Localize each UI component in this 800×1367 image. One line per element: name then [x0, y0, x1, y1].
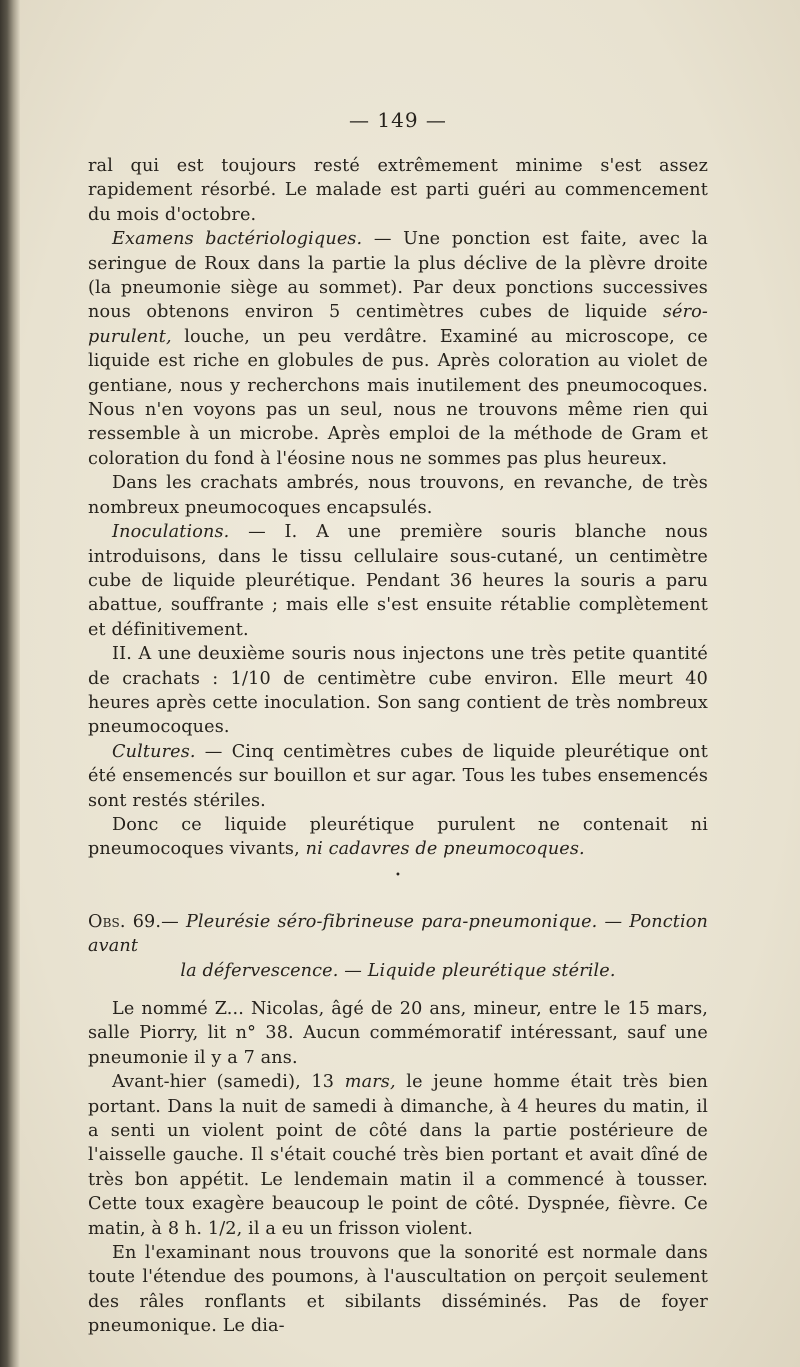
paragraph-2: Examens bactériologiques. — Une ponction est faite, avec la seringue de Roux dans la partie la plus déclive de la plèvre droite (la pneumonie siège au sommet). Par deux ponctions successives nous obtenons environ 5 centimètres cubes de liquide séro-purulent, louche, un peu verdâtre. Examiné au microscope, ce liquide est riche en globules de pus. Après coloration au violet de gentiane, nous y recherchons mais inutilement des pneumocoques. Nous n'en voyons pas un seul, nous ne trouvons même rien qui ressemble à un microbe. Après emploi de la méthode de Gram et coloration du fond à l'éosine nous ne sommes pas plus heureux. [88, 229, 708, 469]
paragraph-7: Donc ce liquide pleurétique purulent ne contenait ni pneumocoques vivants, ni cadavres de pneumocoques. [88, 814, 708, 860]
observation-heading-line2 [88, 959, 708, 983]
obs-paragraph-1: Le nommé Z... Nicolas, âgé de 20 ans, mineur, entre le 15 mars, salle Piorry, lit n° 38. Aucun commémoratif intéressant, sauf une pneumonie il y a 7 ans. [88, 999, 708, 1068]
ornament-dot: • [394, 869, 402, 881]
section-heading-cultures: Cultures. [112, 741, 196, 762]
observation-label: Obs. 69. [88, 911, 162, 932]
paragraph-6: Cultures. — Cinq centimètres cubes de liquide pleurétique ont été ensemencés sur bouillon et sur agar. Tous les tubes ensemencés sont restés stériles. [88, 741, 708, 811]
observation-title-1: Pleurésie séro-fibrineuse para-pneumonique. — Ponction avant [88, 911, 708, 957]
observation-heading: Obs. 69.— Pleurésie séro-fibrineuse para-pneumonique. — Ponction avant [88, 911, 708, 957]
paragraph-1: ral qui est toujours resté extrêmement minime s'est assez rapidement résorbé. Le malade est parti guéri au commencement du mois d'octobre. [88, 156, 708, 225]
paragraph-3: Dans les crachats ambrés, nous trouvons, en revanche, de très nombreux pneumocoques encapsulés. [88, 473, 708, 518]
obs-paragraph-3: En l'examinant nous trouvons que la sonorité est normale dans toute l'étendue des poumons, à l'auscultation on perçoit seulement des râles ronflants et sibilants disséminés. Pas de foyer pneumonique. Le dia- [88, 1243, 708, 1337]
page-text [88, 108, 708, 1339]
page-number: — 149 — [349, 108, 447, 132]
observation-title-2: la défervescence. — Liquide pleurétique stérile. [180, 960, 616, 981]
obs-paragraph-2: Avant-hier (samedi), 13 mars, le jeune homme était très bien portant. Dans la nuit de samedi à dimanche, à 4 heures du matin, il a senti un violent point de côté dans la partie postérieure de l'aisselle gauche. Il s'était couché très bien portant et avait dîné de très bon appétit. Le lendemain matin il a commencé à tousser. Cette toux exagère beaucoup le point de côté. Dyspnée, fièvre. Ce matin, à 8 h. 1/2, il a eu un frisson violent. [88, 1072, 708, 1239]
paragraph-5: II. A une deuxième souris nous injectons une très petite quantité de crachats : 1/10 de centimètre cube environ. Elle meurt 40 heures après cette inoculation. Son sang contient de très nombreux pneumocoques. [88, 644, 708, 738]
section-heading-examens: Examens bactériologiques. [112, 229, 363, 250]
section-heading-inoculations: Inoculations. [112, 522, 230, 543]
paragraph-4: Inoculations. — I. A une première souris blanche nous introduisons, dans le tissu cellulaire sous-cutané, un centimètre cube de liquide pleurétique. Pendant 36 heures la souris a paru abattue, souffrante ; mais elle s'est ensuite rétablie complètement et définitivement. [88, 522, 708, 640]
page-binding-edge [0, 0, 20, 1367]
